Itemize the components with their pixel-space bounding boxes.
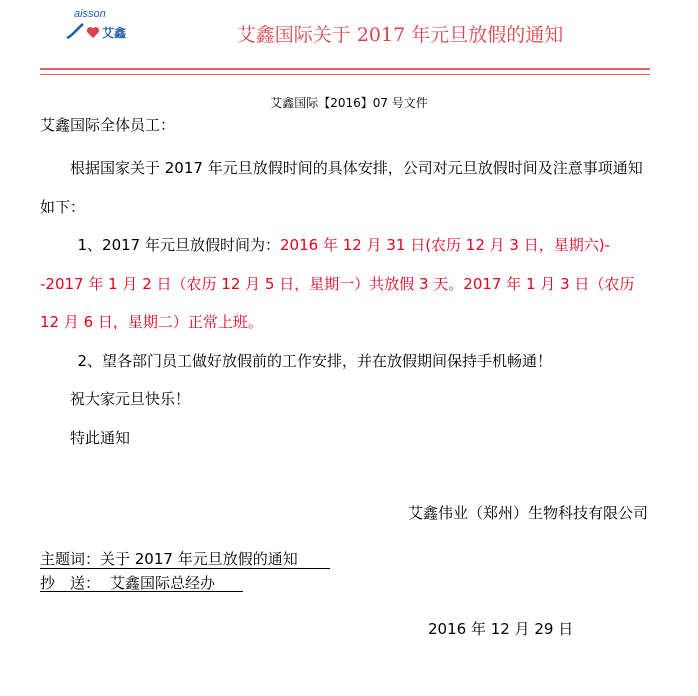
item-1-prefix: 1、2017 年元旦放假时间为： xyxy=(77,236,280,254)
notice-body xyxy=(40,149,644,457)
logo-cn-text: 艾鑫 xyxy=(102,26,127,40)
item-2-paragraph: 2、望各部门员工做好放假前的工作安排，并在放假期间保持手机畅通！ xyxy=(77,351,553,370)
intro-paragraph: 根据国家关于 2017 年元旦放假时间的具体安排，公司对元旦放假时间及注意事项通知如下： xyxy=(40,159,643,216)
cc-value: 艾鑫国际总经办 xyxy=(110,574,216,592)
wishes-paragraph: 祝大家元旦快乐！ xyxy=(70,390,191,408)
subject-line: 主题词：关于 2017 年元旦放假的通知 xyxy=(40,550,298,568)
company-signature: 艾鑫伟业（郑州）生物科技有限公司 xyxy=(407,504,648,522)
issue-date: 2016 年 12 月 29 日 xyxy=(428,620,574,638)
document-number: 艾鑫国际【2016】07 号文件 xyxy=(270,96,428,110)
subject-underline xyxy=(40,568,330,569)
cc-label: 抄 送： xyxy=(40,574,101,592)
logo-brand-text: aisson xyxy=(74,8,106,20)
greeting: 艾鑫国际全体员工： xyxy=(40,116,176,134)
company-logo xyxy=(64,8,144,42)
heart-icon xyxy=(86,26,100,39)
item-1-paragraph xyxy=(40,226,644,342)
notice-title: 艾鑫国际关于 2017 年元旦放假的通知 xyxy=(236,24,564,46)
header-rule-thick xyxy=(40,68,650,70)
closing-paragraph: 特此通知 xyxy=(70,428,131,447)
header-rule-thin xyxy=(40,74,650,75)
cc-line xyxy=(40,572,215,593)
item-1-highlight: 2016 年 12 月 31 日(农历 12 月 3 日，星期六)--2017 年 1 月 2 日（农历 12 月 5 日，星期一）共放假 3 天。2017 年 1 月 3 日（农历 12 月 6 日，星期二）正常上班。 xyxy=(40,236,635,331)
swoosh-icon xyxy=(66,22,84,40)
cc-underline xyxy=(40,591,243,592)
